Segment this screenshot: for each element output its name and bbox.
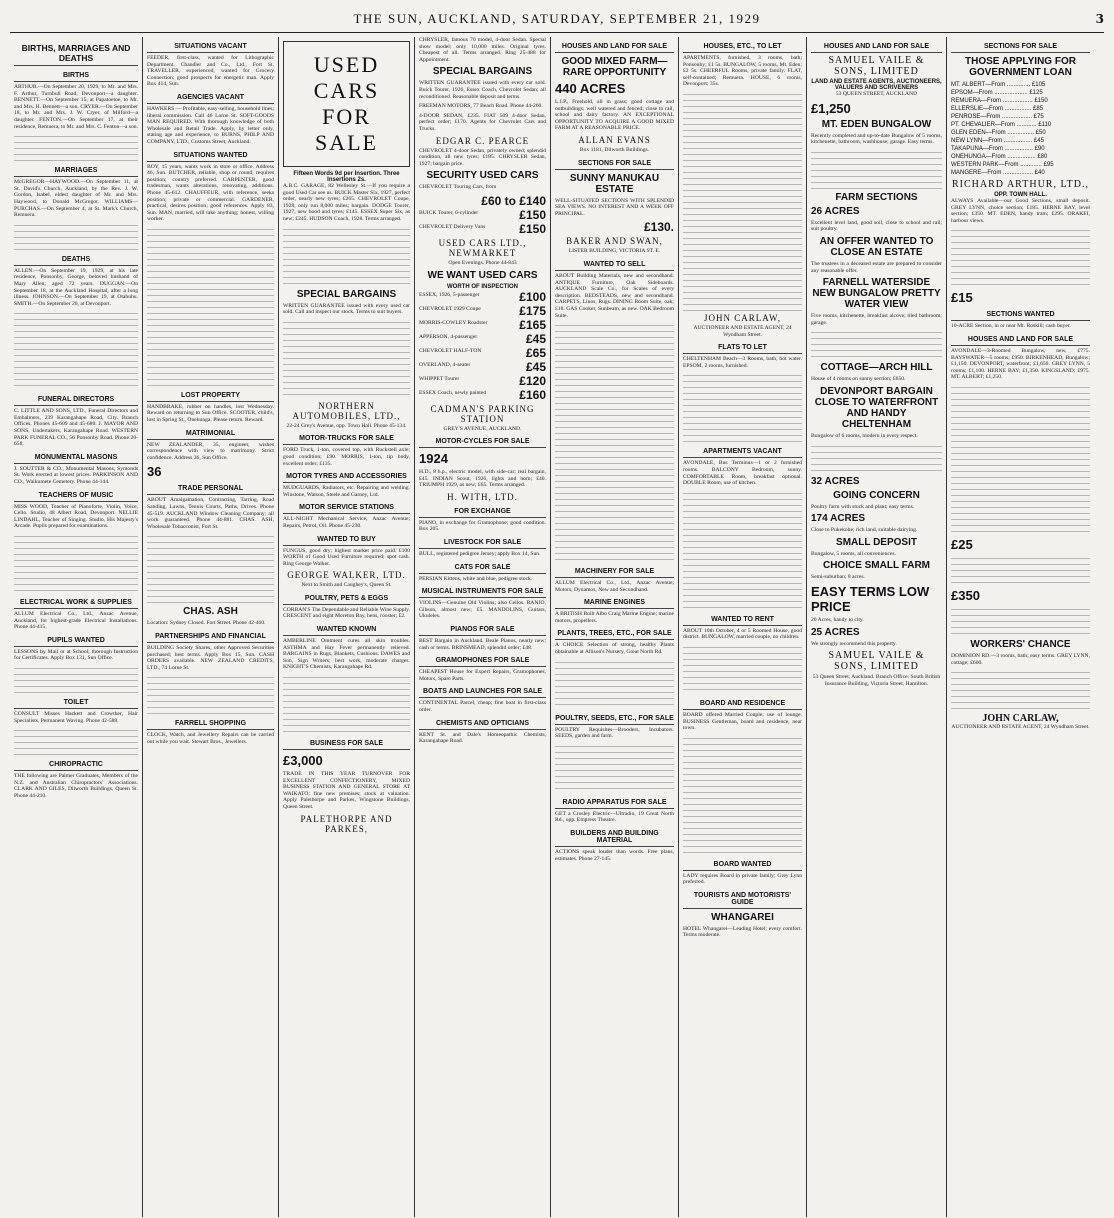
classified-ad: FEEDER, first-class, wanted for Lithographic Department. Chandler and Co., Ltd., Fort St. TRAVELLER, experienced, wanted for Grocery Connection; good prospects for energetic man. Apply Box 414, Sun. [147,55,274,88]
display-name: CHAS. ASH [183,606,238,618]
display-price: £25 [951,536,973,552]
classified-ad: CONSULT Misses Hackett and Crowther, Hair Specialists, Permanent Waving. Phone 42-588. [14,710,138,724]
display-acres: 25 ACRES [811,626,860,638]
company-address: 53 Queen Street, Auckland. Branch Office: South British Insurance Building, Victoria Street, Hamilton. [812,674,941,687]
display-acres: 26 ACRES [811,205,860,217]
display-heading: MT. EDEN BUNGALOW [821,118,932,130]
classified-ad: CORBAN'S The Dependable and Reliable Wine Supply. CRESCENT and eight Moreton Bay, hens, rooster; £2. [283,606,410,620]
display-heading: FARNELL WATERSIDE NEW BUNGALOW PRETTY WATER VIEW [812,277,941,311]
classified-ad: MUDGUARDS, Radiators, etc. Repairing and welding. Winstone, Watson, Steele and Garney, Ltd. [283,485,410,498]
section-heading: POULTRY, PETS & EGGS [283,593,410,605]
classified-ad: 10-ACRE Section, in or near Mt. Roskill; cash buyer. [951,323,1071,330]
list-item: REMUERA—From .................. £150 [951,98,1048,104]
display-price: £3,000 [283,753,323,769]
section-heading: PLANTS, TREES, ETC., FOR SALE [555,628,674,640]
classified-ad: Semi-suburban; 8 acres. [811,574,865,581]
section-heading: SECTIONS FOR SALE [555,158,674,170]
display-heading: SMALL DEPOSIT [836,536,917,548]
classified-ad: ABOUT 10th October, 4 or 5 Roomed House, good district. BUNGALOW, married couple, no children. [683,627,802,641]
section-heading: WANTED TO SELL [555,259,674,271]
classified-ad: CHELTENHAM Beach—3 Rooms, bath, hot water. EPSOM, 2 rooms, furnished. [683,356,802,369]
section-heading: PUPILS WANTED [14,635,138,647]
text-lines [683,644,802,694]
section-heading: WANTED KNOWN [283,624,410,636]
classified-ad: HOTEL Whangarei—Leading Hotel; every comfort. Terms moderate. [683,925,802,939]
classified-ad: BULL, registered pedigree Jersey; apply Box 14, Sun. [419,551,541,558]
notice-text: ALLEN.—On September 19, 1929, at his late residence, Ponsonby, George, beloved husband of Mary Allen; aged 72 years. DUGGAN.—On September 18, at the Auckland Hospital, after a long illness. JOHNSON.—On September 19, at Otahuhu. SMITH.—On September 20, at Devonport. [14,267,138,307]
classified-ad: HANDBRAKE, rubber on handles, lost Wednesday. Reward on returning to Sun Office. SCOOTER, child's, lost in Spring St., Onehunga. Please return. Reward. [147,403,274,424]
display-heading: SPECIAL BARGAINS [432,66,533,78]
section-heading: FARRELL SHOPPING [147,718,274,730]
classified-ad: GET a Crosley Electric—Ultradio, 19 Great North Rd., opp. Empress Theatre. [555,810,674,824]
price-label: CHEVROLET Touring Cars, from [419,184,497,191]
company-name: PALETHORPE AND PARKES, [300,813,393,834]
classified-ad: ALLUM Electrical Co., Ltd., Anzac Avenue, Auckland, for highest-grade Electrical Installations. Phone 44-415. [14,611,138,631]
section-heading: BOATS AND LAUNCHES FOR SALE [419,686,546,698]
classified-ad: Recently completed and up-to-date Bungalow of 5 rooms, kitchenette, bathroom, washhouse; garage. Easy terms. [811,132,942,146]
classified-ad: AVONDALE, Bus Terminus—1 or 2 furnished rooms. BALCONY Bedroom, sunny. COMFORTABLE Room, breakfast optional. DOUBLE Room, use of kitchen. [683,460,802,487]
display-heading: DEVONPORT BARGAIN CLOSE TO WATERFRONT AND HANDY CHELTENHAM [814,385,939,430]
classified-ad: House of 4 rooms on sunny section; £650. [811,376,906,383]
price-value: £130. [643,220,674,235]
section-heading: BUILDERS AND BUILDING MATERIAL [555,828,674,847]
display-heading: WHANGAREI [711,911,774,923]
price-value: £150 [519,207,546,222]
text-lines [14,727,138,755]
notice-text: ARTHUR.—On September 20, 1929, to Mr. and Mrs. F. Arthur, Turnbull Road, Devonport—a daughter. BENNETT.—On September 15, at Papatoetoe, to Mr. and Mrs. H. Bennett—a son. CRYER.—On September 18, to Mr. and Mrs. J. W. Cryer, of Milford—a daughter. FENTON.—On September 17, at their residence, Remuera, to Mr. and Mrs. C. Fenton—a son. [14,84,138,130]
classified-ad: ABOUT Building Materials, new and secondhand. ANTIQUE Furniture, Oak Sideboards. AUCKLAND Scale Co., for Scales of every description. BEDSTEADS, new and secondhand. CARPETS, Linos, Rugs. DINING Room Suite, oak; £18. GAS Cooker, Sunbeam, as new. OAK Bedroom Suite. [555,272,674,319]
company-name: USED CARS LTD., NEWMARKET [438,237,527,258]
price-row [419,318,546,332]
classified-ad: FORD Truck, 1-ton, covered top, with Ruckstell axle; good condition; £90. MORRIS, 1-ton, tip body, excellent order; £135. [283,447,410,467]
company-address: 22-24 Grey's Avenue, opp. Town Hall. Phone 45-134. [286,422,407,429]
display-heading: WE WANT USED CARS [427,269,538,281]
price-label: CHEVROLET 1929 Coupe [419,305,481,312]
column-5 [551,37,679,1217]
display-heading: THOSE APPLYING FOR GOVERNMENT LOAN [965,56,1076,78]
list-item: TAKAPUNA—From ................. £90 [951,146,1045,152]
display-heading: AN OFFER WANTED TO CLOSE AN ESTATE [819,235,934,258]
text-lines [147,533,274,603]
section-heading: POULTRY, SEEDS, ETC., FOR SALE [555,713,674,725]
display-number: 36 [147,464,162,480]
price-row [419,374,546,388]
display-heading: FARM SECTIONS [835,191,918,203]
text-lines [951,227,1090,287]
classified-ad: CONTINENTAL Parcel, cheap; fine boat in first-class order. [419,700,546,713]
classified-ad: 4-DOOR SEDAN, £235. FIAT 509 4-door Sedan, perfect order; £170. Agents for Chevrolet Cars and Trucks. [419,112,546,132]
text-lines [147,226,274,386]
section-heading: BOARD WANTED [683,859,802,871]
section-heading: GRAMOPHONES FOR SALE [419,655,546,667]
section-heading: MONUMENTAL MASONS [14,452,138,464]
notice-text: McGREGOR—HAYWOOD.—On September 11, at St. David's Church, Auckland, by the Rev. J. W. Gordon, Isabel, eldest daughter of Mr. and Mrs. Haywood, to Donald McGregor. WILLIAMS—PURCHAS.—On September 4, at St. Mark's Church, Remuera. [14,179,138,219]
text-lines [683,372,802,442]
price-row [419,290,546,304]
company-address: Box 1181, Dilworth Buildings. [579,146,650,153]
classified-ad: NEW ZEALANDER, 35, engineer, wishes correspondence with view to matrimony. Strict confidence. Address 36, Sun Office. [147,441,274,461]
display-price: £350 [951,587,980,603]
price-label: CHEVROLET Delivery Vans [419,224,486,231]
price-value: £45 [525,331,546,346]
column-2 [143,37,279,1217]
section-heading: SITUATIONS WANTED [147,150,274,162]
section-heading: SECTIONS WANTED [951,309,1090,321]
classified-ad: CHEAPEST House for Expert Repairs, Gramophones, Motors, Spare Parts. [419,669,546,682]
text-lines [283,226,410,286]
text-lines [683,91,802,311]
company-name: GEORGE WALKER, LTD. [287,570,406,581]
section-heading: FUNERAL DIRECTORS [14,394,138,406]
classified-ad: J. SOUTTER & CO., Monumental Masons, Symonds St. Work erected at lowest prices. PARKINSON AND CO., Waikumete Cemetery. Phone 44-144. [14,465,138,486]
company-name: BAKER AND SWAN, [566,236,663,247]
section-heading: RADIO APPARATUS FOR SALE [555,797,674,809]
section-heading: MATRIMONIAL [147,428,274,440]
price-row [419,208,546,222]
classified-ad: Excellent level land, good soil, close to school and rail; suit poultry. [811,219,942,233]
price-label: ESSEX, 1926, 5-passenger [419,291,480,298]
classified-ad: Five rooms, kitchenette, breakfast alcove; tiled bathroom; garage. [811,313,942,326]
text-lines [14,133,138,161]
classified-ad: POULTRY Requisites—Brooders, Incubators. SEEDS, garden and farm. [555,726,674,740]
price-row [419,346,546,360]
list-item: PT. CHEVALIER—From ............ £110 [951,122,1052,128]
section-heading: MOTOR-CYCLES FOR SALE [419,436,546,448]
column-4 [415,37,551,1217]
classified-ad: HAWKERS — Profitable, easy-selling, household lines; liberal commission. Call 46 Lorne St. SOFT-GOODS MAN REQUIRED. With thorough knowledge of both Wholesale and Retail Trade. Apply, by letter only, stating age and experience, to BURNS, PHILP AND COMPANY, LTD., Customs Street, Auckland. [147,105,274,145]
text-lines [811,329,942,359]
section-heading: WANTED TO RENT [683,614,802,626]
price-label: MORRIS-COWLEY Roadster [419,319,488,326]
section-heading: TOILET [14,697,138,709]
display-acres: 440 ACRES [555,81,626,96]
text-lines [555,743,674,793]
display-heading: SPECIAL BARGAINS [296,288,397,300]
price-value: £100 [519,289,546,304]
section-heading: ELECTRICAL WORK & SUPPLIES [14,597,138,609]
section-heading: BOARD AND RESIDENCE [683,698,802,710]
company-name: JOHN CARLAW, [704,312,781,323]
column-6 [679,37,807,1217]
list-item: ELLERSLIE—From ................ £85 [951,106,1044,112]
used-cars-banner [283,41,410,167]
list-item: WESTERN PARK—From ............. £95 [951,162,1054,168]
classified-ad: WELL-SITUATED SECTIONS WITH SPLENDID SEA VIEWS. NO INTEREST AND A WEEK OFF PRINCIPAL. [555,197,674,217]
classified-ad: ALL-NIGHT Mechanical Service, Anzac Avenue; Repairs, Petrol, Oil. Phone 45-230. [283,516,410,529]
price-value: £160 [519,387,546,402]
text-lines [951,555,1090,585]
classified-ad: ALWAYS Available—our Good Sections, small deposit. GREY LYNN, choice section; £185. HERNE BAY, level section; £350. MT. EDEN, handy tram; £295. ORAKEI, harbour views. [951,198,1090,224]
display-heading: SUNNY MANUKAU ESTATE [569,172,660,195]
classified-ad: APARTMENTS, furnished, 3 rooms, bath; Ponsonby; £1 5s. BUNGALOW, 5 rooms, Mt. Eden; £2 5s. CHEERFUL Rooms, private family. FLAT, self-contained; Remuera. HOUSE, 6 rooms, Devonport; 35s. [683,55,802,88]
price-label: APPERSON, 4-passenger [419,333,478,340]
price-label: ESSEX Coach, newly painted [419,389,487,396]
section-heading: CATS FOR SALE [419,562,546,574]
classified-ad: PERSIAN Kittens, white and blue, pedigree stock. [419,575,533,582]
classified-ad: ACTIONS speak louder than words. Free plans, estimates. Phone 27-145. [555,849,674,862]
classified-ad: LESSONS by Mail or at School; thorough Instruction for Certificates. Apply Box 131, Sun Office. [14,648,138,662]
price-value: £65 [525,345,546,360]
classified-ad: The trustees in a deceased estate are prepared to consider any reasonable offer. [811,260,942,274]
list-item: GLEN EDEN—From ................ £50 [951,130,1046,136]
display-price: £1,250 [811,100,851,116]
column-8 [947,37,1094,1217]
display-heading: SECURITY USED CARS [426,170,539,182]
price-value: £165 [519,317,546,332]
classified-ad: Bungalow of 6 rooms, modern in every respect. [811,432,918,439]
section-heading: TEACHERS OF MUSIC [14,490,138,502]
company-name: SAMUEL VAILE & SONS, LIMITED [828,55,925,77]
classified-ad: Location: Sydney Closed. Fort Street. Phone 42-460. [147,620,266,627]
company-name: SAMUEL VAILE & SONS, LIMITED [828,650,925,673]
classified-ad: A CHOICE Selection of strong, healthy Plants obtainable at Allison's Nursery, Great North Rd. [555,642,674,656]
classified-ad: AVONDALE—3-Roomed Bungalow, new, £775. BAYSWATER—5 rooms; £950. BIRKENHEAD, Bungalow; £1,150. DEVONPORT, waterfront; £1,650. GREY LYNN, 5 rooms; £1,100. HERNE BAY; £1,350. KINGSLAND; £975. MT. ALBERT; £1,250. [951,347,1090,381]
classified-ad: CHRYSLER, famous 70 model, 4-door Sedan. Special show model; only 10,000 miles. Original tyres. Cheapest of all. Terms arranged. Ring 25-488 for Appointment. [419,37,546,63]
classified-ad: We strongly recommend this property. [811,640,897,647]
list-item: EPSOM—From .................... £125 [951,90,1043,96]
section-heading: DEATHS [14,254,138,266]
classified-ad: TRADE IN THIS YEAR TURNOVER FOR EXCELLENT CONFECTIONERY, MIXED BUSINESS STATION AND GENERAL STORE AT WAIKATO; fine new premises; stock at valuation. Apply Palethorpe and Parkes, Wingstone Buildings, Queen Street. [283,771,410,810]
price-value: £150 [519,221,546,236]
section-heading: MACHINERY FOR SALE [555,566,674,578]
company-subtitle: LAND AND ESTATE AGENTS, AUCTIONEERS, VALUERS AND SCRIVENERS [811,79,942,91]
text-lines [951,384,1090,534]
text-lines [555,659,674,709]
company-name: RICHARD ARTHUR, LTD., [952,179,1089,190]
company-note: Open Evenings. Phone 44-843 [448,259,517,266]
classified-ad: H.D., 8 h.p., electric model, with side-car; real bargain, £45. INDIAN Scout, 1926, lights and horn; £40. TRIUMPH 1929, as new; £65. Terms arranged. [419,469,546,489]
company-address: 53 QUEEN STREET, AUCKLAND [835,91,918,97]
price-row [419,388,546,402]
text-lines [283,674,410,734]
section-heading: MARRIAGES [14,165,138,177]
company-address: AUCTIONEER AND ESTATE AGENT, 24 Wyndham Street. [951,724,1090,731]
classified-ad: BOARD offered Married Couple; use of lounge. BUSINESS Gentleman, board and residence, near town. [683,711,802,732]
display-heading: EASY TERMS LOW PRICE [811,583,930,614]
price-label: BUICK Tourer, 6-cylinder [419,210,479,217]
section-heading: BUSINESS FOR SALE [283,738,410,750]
price-row [419,304,546,318]
classified-ad: WRITTEN GUARANTEE issued with every car sold. Buick Tourer, 1926, Essex Coach, Chevrolet Sedan; all reconditioned. Reasonable deposit and terms. [419,80,546,100]
classified-ad: THE following are Palmer Graduates, Members of the N.Z. and Australian Chiropractors' Associations. CLARK AND GILES, Dilworth Buildings, Queen St. Phone 44-210. [14,773,138,799]
section-heading: MOTOR-TRUCKS FOR SALE [283,433,410,445]
section-heading: LIVESTOCK FOR SALE [419,537,546,549]
price-value: £175 [519,303,546,318]
company-subtitle: OPP. TOWN HALL. [994,192,1047,198]
section-heading: HOUSES AND LAND FOR SALE [951,334,1090,346]
text-lines [683,490,802,610]
section-heading: APARTMENTS VACANT [683,446,802,458]
classified-ad: Bungalow, 5 rooms, all conveniences. [811,550,896,557]
section-heading: PARTNERSHIPS AND FINANCIAL [147,631,274,643]
section-heading: CHIROPRACTIC [14,759,138,771]
display-heading: GOOD MIXED FARM—RARE OPPORTUNITY [561,56,668,78]
section-heading: PIANOS FOR SALE [419,624,546,636]
classified-ad: MISS WOOD, Teacher of Pianoforte, Violin, Voice, Cello. Studio, 48 Albert Road, Devonport. NELLIE LINDAHL, Teacher of Singing. Studio, His Majesty's Arcade. Pupils prepared for examinations. [14,503,138,530]
company-name: ALLAN EVANS [578,134,651,145]
price-row [419,222,546,236]
masthead [10,6,1104,33]
classified-ad: FUNGUS, good dry; highest market price paid. £100 WORTH of Good Used Furniture required; spot cash. Ring George Walker. [283,547,410,567]
section-heading: HOUSES, ETC., TO LET [683,41,802,53]
text-lines [951,669,1090,709]
section-heading: HOUSES AND LAND FOR SALE [555,41,674,53]
classified-ad: KENT St. and Dale's Homeopathic Chemists, Karangahape Road. [419,731,546,745]
text-lines [14,665,138,693]
insertion-note: Fifteen Words 9d per Insertion. Three Insertions 2s. [293,171,400,183]
list-item: MANGERE—From .................. £40 [951,170,1045,176]
price-value: £60 to £140 [481,193,546,208]
text-lines [14,310,138,390]
company-name: NORTHERN AUTOMOBILES, LTD., [292,400,401,421]
classified-ad: BUILDING Society Shares, other Approved Securities purchased; best terms. Apply Box 15, Sun. CASH ORDERS available. NEW ZEALAND CREDITS, LTD., 74 Lorne St. [147,645,274,671]
text-lines [555,322,674,562]
text-lines [683,735,802,855]
price-row [419,332,546,346]
classified-ad: 20 Acres, handy to city. [811,616,864,623]
section-heading: FLATS TO LET [683,342,802,354]
subcaption: WORTH OF INSPECTION [447,283,518,290]
classified-ad: CLOCK, Watch, and Jewellery Repairs can be carried out while you wait. Stewart Bros., Jewellers. [147,732,274,745]
price-label: OVERLAND, 4-seater [419,361,471,368]
masthead-title: THE SUN, AUCKLAND, SATURDAY, SEPTEMBER 21, 1929 [353,11,761,26]
text-lines [14,533,138,593]
price-label: CHEVROLET HALF-TON [419,347,482,354]
display-heading: COTTAGE—ARCH HILL [820,362,933,374]
page-number: 3 [1095,12,1104,26]
company-address: LISTER BUILDING, VICTORIA ST. E. [568,248,661,255]
classified-ad: CHEVROLET 4-door Sedan, privately owned; splendid condition, all new tyres; £185. CHRYSLER Sedan, 1927; bargain price. [419,147,546,167]
display-heading: GOING CONCERN [833,489,920,501]
section-heading: BIRTHS [14,70,138,82]
classified-ad: BEST Bargain in Auckland. Beale Pianos, nearly new; cash or terms. BRINSMEAD, splendid order; £48. [419,638,546,651]
company-name: CADMAN'S PARKING STATION [430,403,535,424]
list-item: ONEHUNGA—From ................. £80 [951,154,1048,160]
used-cars-title: USED CARS FOR SALE [313,52,380,155]
list-item: PENROSE—From .................. £75 [951,114,1044,120]
section-heading: CHEMISTS AND OPTICIANS [419,718,546,730]
display-heading: CHOICE SMALL FARM [822,560,931,572]
classified-ad: DOMINION RD.—3 rooms, bath; easy terms. GREY LYNN, cottage; £600. [951,652,1090,666]
company-address: AUCTIONEER AND ESTATE AGENT, 24 Wyndham Street. [693,324,792,338]
section-heading: SECTIONS FOR SALE [951,41,1090,53]
column-1 [10,37,143,1217]
price-value: £120 [519,373,546,388]
text-lines [283,319,410,399]
company-name: JOHN CARLAW, [982,713,1059,725]
section-heading: HOUSES AND LAND FOR SALE [811,41,942,53]
classified-ad: ABOUT Amalgamation, Contracting, Tarring, Road Sanding, Lawns, Tennis Courts, Paths, Drives. Phone 45-519. AUCKLAND Window Cleaning Company; all work guaranteed. Phone 44-881. CHAS. ASH, Wholesale Tobacconist, Fort St. [147,497,274,530]
company-name: H. WITH, LTD. [447,491,518,502]
display-price: £15 [951,290,973,306]
price-label: WHIPPET Tourer [419,375,460,382]
classified-ad: Close to Pukekohe; rich land, suitable dairying. [811,527,918,534]
classified-ad: ALLUM Electrical Co., Ltd., Anzac Avenue; Motors, Dynamos, New and Secondhand. [555,580,674,593]
classified-ad: AMBERLINE Ointment cures all skin troubles. ASTHMA and Hay Fever permanently relieved. BARGAINS in Rugs, Blankets, Cushions. DAWES and Son, Sign Writers; best work, moderate charges. KNIGHT'S Chemists, Karangahape Rd. [283,638,410,671]
column-7 [807,37,947,1217]
company-address: GREY'S AVENUE, AUCKLAND. [443,425,522,432]
classified-ad: FREEMAN MOTORS, 77 Beach Road. Phone 44-260. [419,103,543,110]
classified-ad: L.I.P., Freehold, all in grass; good cottage and outbuildings; well watered and fenced; close to rail, school and dairy factory. AN EXCEPTIONAL OPPORTUNITY TO ACQUIRE A GOOD MIXED FARM AT A REASONABLE PRICE. [555,99,674,132]
display-acres: 174 ACRES [811,513,866,525]
classified-ad: Poultry farm with stock and plant; easy terms. [811,503,915,510]
price-value: £45 [525,359,546,374]
classified-ad: BOY, 15 years, wants work in store or office. Address 46, Sun. BUTCHER, reliable, shop or round, requires position; country preferred. CARPENTER, good tradesman, wants alterations, renovating, additions. Phone 45-612. CHAUFFEUR, with reference, seeks position; private or commercial. GARDENER, practical, desires position; good references. Apply 83, Sun. MAN, married, will take anything; honest, willing worker. [147,163,274,223]
text-lines [811,149,942,189]
section-heading: FOR EXCHANGE [419,506,546,518]
section-heading: MOTOR SERVICE STATIONS [283,502,410,514]
classified-ad: VIOLINS—Genuine Old Violins; also Cellos. BANJO, Gibson, almost new; £5. MANDOLINS, Guitars, Ukuleles. [419,600,546,620]
classified-ad: WRITTEN GUARANTEE issued with every used car sold. Call and inspect our stock. Terms to suit buyers. [283,302,410,316]
section-heading: MARINE ENGINES [555,597,674,609]
section-heading: TOURISTS AND MOTORISTS' GUIDE [683,890,802,909]
columns [10,37,1104,1217]
classified-ad: LADY requires Board in private family; Grey Lynn preferred. [683,872,802,886]
text-lines [951,606,1090,636]
section-heading: MOTOR TYRES AND ACCESSORIES [283,471,410,483]
text-lines [14,222,138,250]
section-heading: TRADE PERSONAL [147,483,274,495]
price-row [419,360,546,374]
classified-ad: A.B.C. GARAGE, 82 Wellesley St.—If you require a good Used Car see us. BUICK Master Six, 1927, perfect order, nearly new tyres; £265. CHEVROLET Coupe, 1928, only run 8,000 miles; bargain. DODGE Tourer, 1927, new hood and tyres; £145. ESSEX Super Six, as new; £245. HUDSON Coach, 1928. Terms arranged. [283,183,410,222]
company-name: EDGAR C. PEARCE [435,135,530,146]
classified-ad: C. LITTLE AND SONS, LTD., Funeral Directors and Embalmers, 239 Karangahape Road, City. Branch Offices. Phones 45-609 and 45-680. J. MAYOR AND SONS, Undertakers, Karangahape Road. WESTERN PARK FUNERAL CO., 56 Ponsonby Road. Phone 20-658. [14,408,138,448]
display-year: 1924 [419,451,448,467]
text-lines [811,443,942,473]
section-heading: MUSICAL INSTRUMENTS FOR SALE [419,586,546,598]
display-heading: WORKERS' CHANCE [970,638,1071,650]
classified-ad: A BRITISH Built Albo Craig Marine Engine; marine motors, propellers. [555,611,674,624]
column-3 [279,37,415,1217]
section-heading: SITUATIONS VACANT [147,41,274,53]
section-heading: LOST PROPERTY [147,390,274,402]
section-heading: BIRTHS, MARRIAGES AND DEATHS [14,41,138,66]
classified-ad: PIANO, in exchange for Gramophone; good condition. Box 205. [419,519,546,533]
loan-list [951,81,1090,177]
section-heading: WANTED TO BUY [283,534,410,546]
list-item: NEW LYNN—From ................. £45 [951,138,1044,144]
list-item: MT. ALBERT—From .............. £105 [951,82,1046,88]
display-acres: 32 ACRES [811,475,860,487]
company-address: Next to Smith and Caughey's, Queen St. [301,582,392,589]
section-heading: AGENCIES VACANT [147,92,274,104]
text-lines [147,674,274,714]
